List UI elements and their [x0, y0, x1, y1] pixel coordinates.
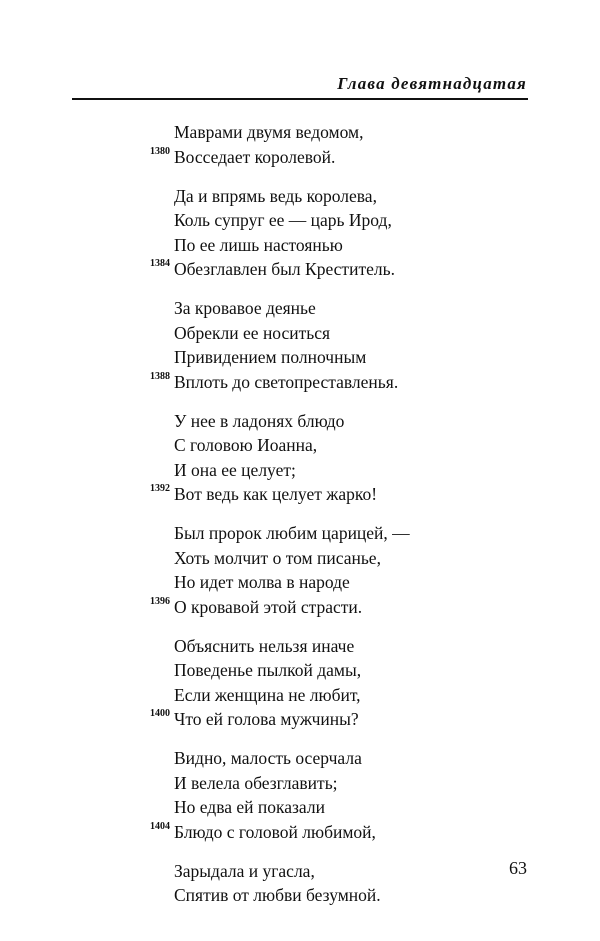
verse-line — [150, 482, 554, 507]
verse-line-text: По ее лишь настоянью — [174, 234, 343, 255]
verse-line-text: Что ей голова мужчины? — [174, 709, 359, 729]
verse-line — [174, 345, 554, 370]
verse-line-text: О кровавой этой страсти. — [174, 596, 363, 617]
line-number: 1380 — [150, 145, 170, 157]
stanza — [150, 296, 554, 394]
line-number: 1400 — [150, 708, 170, 719]
verse-line-text: Коль супруг ее — царь Ирод, — [174, 210, 392, 230]
stanza — [150, 409, 554, 507]
line-number: 1388 — [150, 370, 170, 382]
verse-line-text: Блюдо с головой любимой, — [174, 821, 376, 842]
verse-line — [174, 458, 554, 483]
poem-text — [150, 120, 554, 922]
verse-line — [174, 409, 554, 434]
verse-line — [150, 820, 554, 845]
verse-line-text: Но идет молва в народе — [174, 572, 350, 592]
verse-line-text: Спятив от любви безумной. — [174, 885, 381, 905]
verse-line — [174, 859, 554, 884]
running-head: Глава девятнадцатая — [337, 74, 527, 93]
verse-line-text: Вплоть до светопреставленья. — [174, 371, 399, 392]
verse-line — [150, 707, 554, 732]
header-rule — [72, 98, 528, 100]
verse-line — [150, 595, 554, 620]
verse-line — [174, 658, 554, 683]
page-number: 63 — [509, 858, 527, 878]
verse-line-text: Но едва ей показали — [174, 797, 325, 817]
verse-line-text: И она ее целует; — [174, 459, 296, 480]
verse-line-text: Обезглавлен был Креститель. — [174, 259, 395, 279]
stanza — [150, 634, 554, 732]
verse-line-text: И велела обезглавить; — [174, 772, 338, 793]
verse-line — [150, 370, 554, 395]
verse-line — [174, 208, 554, 233]
verse-line — [174, 771, 554, 796]
line-number: 1392 — [150, 483, 170, 494]
verse-line-text: Вот ведь как целует жарко! — [174, 484, 378, 504]
verse-line-text: С головою Иоанна, — [174, 435, 318, 455]
stanza — [150, 746, 554, 844]
verse-line — [174, 546, 554, 571]
verse-line — [150, 257, 554, 282]
verse-line-text: Привидением полночным — [174, 347, 367, 367]
stanza — [150, 184, 554, 282]
verse-line — [174, 184, 554, 209]
verse-line-text: Если женщина не любит, — [174, 684, 361, 705]
verse-line-text: За кровавое деянье — [174, 298, 316, 318]
verse-line — [174, 433, 554, 458]
stanza — [150, 521, 554, 619]
verse-line-text: У нее в ладонях блюдо — [174, 410, 345, 431]
verse-line-text: Да и впрямь ведь королева, — [174, 185, 377, 206]
verse-line — [174, 233, 554, 258]
verse-line-text: Объяснить нельзя иначе — [174, 635, 355, 656]
verse-line — [174, 746, 554, 771]
verse-line — [174, 570, 554, 595]
stanza — [174, 859, 554, 908]
verse-line — [174, 683, 554, 708]
verse-line — [174, 634, 554, 659]
verse-line-text: Видно, малость осерчала — [174, 748, 362, 768]
verse-line — [174, 795, 554, 820]
verse-line — [174, 321, 554, 346]
verse-line-text: Хоть молчит о том писанье, — [174, 547, 381, 568]
line-number: 1384 — [150, 258, 170, 269]
verse-line — [174, 296, 554, 321]
verse-line-text: Был пророк любим царицей, — — [174, 523, 410, 543]
verse-line-text: Поведенье пылкой дамы, — [174, 660, 362, 680]
verse-line-text: Зарыдала и угасла, — [174, 860, 315, 881]
verse-line-text: Обрекли ее носиться — [174, 322, 331, 343]
line-number: 1396 — [150, 595, 170, 607]
verse-line — [150, 145, 554, 170]
verse-line-text: Маврами двумя ведомом, — [174, 122, 364, 142]
line-number: 1404 — [150, 820, 170, 832]
verse-line — [174, 120, 554, 145]
verse-line-text: Восседает королевой. — [174, 146, 336, 167]
verse-line — [174, 521, 554, 546]
stanza — [150, 120, 554, 169]
verse-line — [174, 883, 554, 908]
